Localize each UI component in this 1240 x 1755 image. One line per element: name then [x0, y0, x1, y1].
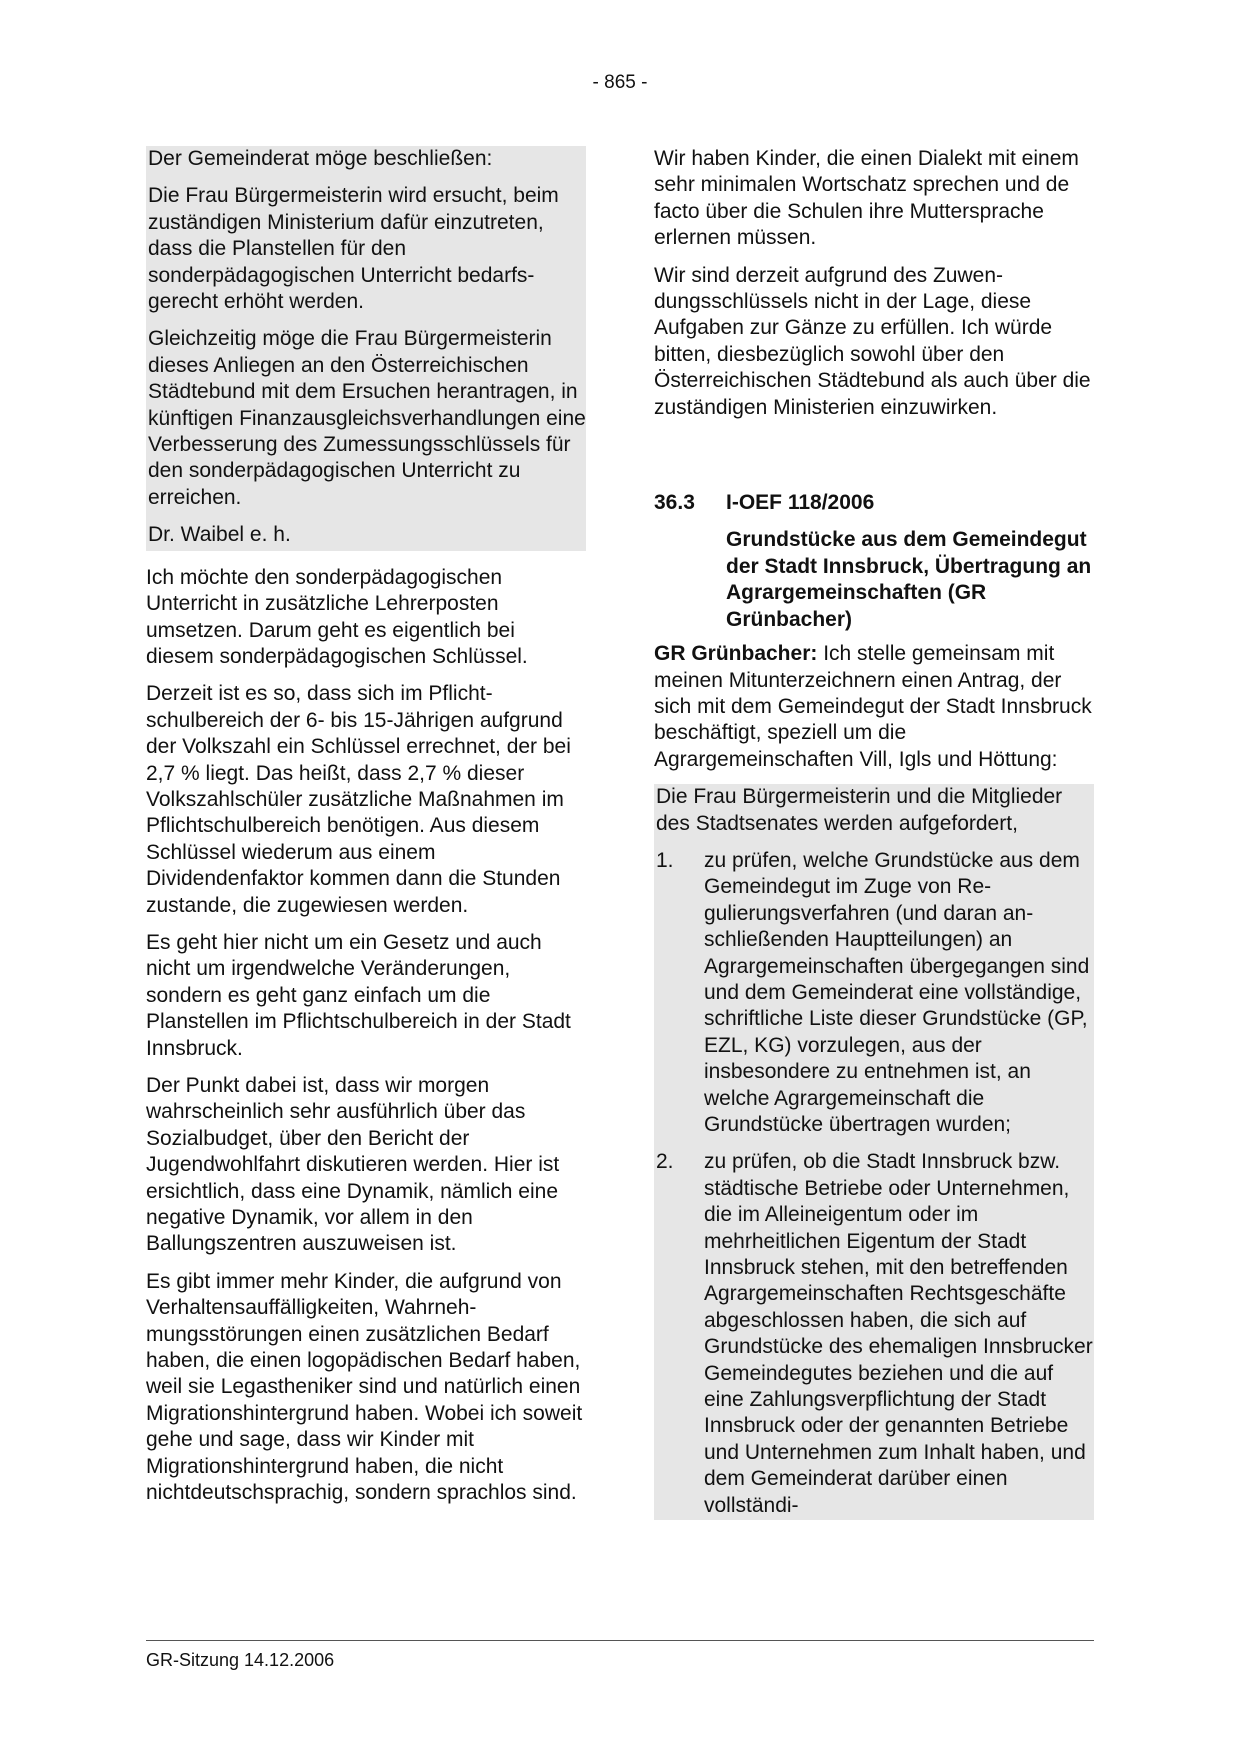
paragraph: Ich möchte den sonderpädagogischen Unterricht in zusätzliche Lehrerposten umsetzen. Darum geht es eigentlich bei diesem sonderpädagogischen Schlüssel. — [146, 565, 528, 668]
list-item-text: zu prüfen, ob die Stadt Innsbruck bzw. städtische Betriebe oder Unternehmen, die im Alleineigentum oder im mehrheitlichen Eigentum der Stadt Innsbruck stehen, mit den betreffenden Agrargemeinschaften Rechtsgeschäfte abgeschlossen haben, die sich auf Grundstücke des ehemaligen Innsbrucker Gemeindegutes beziehen und die auf eine Zahlungsverpflichtung der Stadt Innsbruck oder der genannten Betriebe und Unternehmen zum Inhalt haben, und dem Gemeinderat darüber einen vollständi- — [704, 1150, 1093, 1517]
left-column — [146, 146, 586, 1518]
motion-signature: Dr. Waibel e. h. — [148, 523, 291, 547]
motion-box-right — [654, 784, 1094, 1520]
right-column — [654, 146, 1094, 1520]
paragraph: Wir haben Kinder, die einen Dialekt mit einem sehr minimalen Wortschatz sprechen und de facto über die Schulen ihre Muttersprache erlernen müssen. — [654, 147, 1079, 250]
footer-divider — [146, 1640, 1094, 1641]
agenda-item-title: Grundstücke aus dem Gemeindegut der Stadt Innsbruck, Übertragung an Agrargemeinschaften (GR Grünbacher) — [726, 528, 1092, 631]
page-number: - 865 - — [592, 72, 648, 93]
motion-intro: Die Frau Bürgermeisterin und die Mitglieder des Stadtsenates werden aufgefordert, — [656, 785, 1063, 835]
list-item — [654, 1149, 1094, 1519]
speech-text: Ich stelle gemeinsam mit meinen Mitunterzeichnern einen Antrag, der sich mit dem Gemeindegut der Stadt Innsbruck beschäftigt, speziell um die Agrargemeinschaften Vill, Igls und Höttung: — [654, 642, 1092, 771]
list-item-number: 2. — [656, 1150, 674, 1174]
paragraph: Es gibt immer mehr Kinder, die aufgrund von Verhaltensauffälligkeiten, Wahrnehmungsstörungen einen zusätzlichen Bedarf haben, die einen logopädischen Bedarf haben, weil sie Legastheniker sind und natürlich einen Migrationshintergrund haben. Wobei ich soweit gehe und sage, dass wir Kinder mit Migrationshintergrund haben, die nicht nichtdeutschsprachig, sondern sprachlos sind. — [146, 1269, 583, 1505]
paragraph: Der Punkt dabei ist, dass wir morgen wahrscheinlich sehr ausführlich über das Sozialbudget, über den Bericht der Jugendwohlfahrt diskutieren werden. Hier ist ersichtlich, dass eine Dynamik, nämlich eine negative Dynamik, vor allem in den Ballungszentren auszuweisen ist. — [146, 1074, 560, 1256]
paragraph: Wir sind derzeit aufgrund des Zuwendungsschlüssels nicht in der Lage, diese Aufgaben zur Gänze zu erfüllen. Ich würde bitten, diesbezüglich sowohl über den Österreichischen Städtebund als auch über die zuständigen Ministerien einzuwirken. — [654, 263, 1091, 419]
speech-paragraph — [654, 641, 1094, 773]
footer-text: GR-Sitzung 14.12.2006 — [146, 1650, 335, 1670]
motion-intro: Der Gemeinderat möge beschließen: — [148, 147, 493, 170]
list-item-number: 1. — [656, 848, 674, 872]
motion-box-left — [146, 146, 586, 551]
list-item — [654, 848, 1094, 1138]
speaker-name: GR Grünbacher: — [654, 642, 818, 666]
agenda-item-number: 36.3 — [654, 491, 695, 515]
paragraph: Es geht hier nicht um ein Gesetz und auch nicht um irgendwelche Veränderungen, sondern es geht ganz einfach um die Planstellen im Pflichtschulbereich in der Stadt Innsbruck. — [146, 930, 571, 1060]
motion-request: Die Frau Bürgermeisterin wird ersucht, beim zuständigen Ministerium dafür einzutreten, dass die Planstellen für den sonderpädagogischen Unterricht bedarfsgerecht erhöht werden. — [148, 184, 559, 314]
motion-request-2: Gleichzeitig möge die Frau Bürgermeisterin dieses Anliegen an den Österreichischen Städtebund mit dem Ersuchen herantragen, in künftigen Finanzausgleichsverhandlungen eine Verbesserung des Zumessungsschlüssels für den sonderpädagogischen Unterricht zu erreichen. — [148, 327, 586, 509]
list-item-text: zu prüfen, welche Grundstücke aus dem Gemeindegut im Zuge von Regulierungsverfahren (und daran anschließenden Hauptteilungen) an Agrargemeinschaften übergegangen sind und dem Gemeinderat eine vollständige, schriftliche Liste dieser Grundstücke (GP, EZL, KG) vorzulegen, aus der insbesondere zu entnehmen ist, an welche Agrargemeinschaft die Grundstücke übertragen wurden; — [704, 848, 1090, 1136]
agenda-item-code: I-OEF 118/2006 — [726, 491, 875, 515]
agenda-item-heading — [654, 490, 1094, 516]
paragraph: Derzeit ist es so, dass sich im Pflichtschulbereich der 6- bis 15-Jährigen aufgrund der Volkszahl ein Schlüssel errechnet, der bei 2,7 % liegt. Das heißt, dass 2,7 % dieser Volkszahlschüler zusätzliche Maßnahmen im Pflichtschulbereich benötigen. Aus diesem Schlüssel wiederum aus einem Dividendenfaktor kommen dann die Stunden zustande, die zugewiesen werden. — [146, 682, 571, 917]
